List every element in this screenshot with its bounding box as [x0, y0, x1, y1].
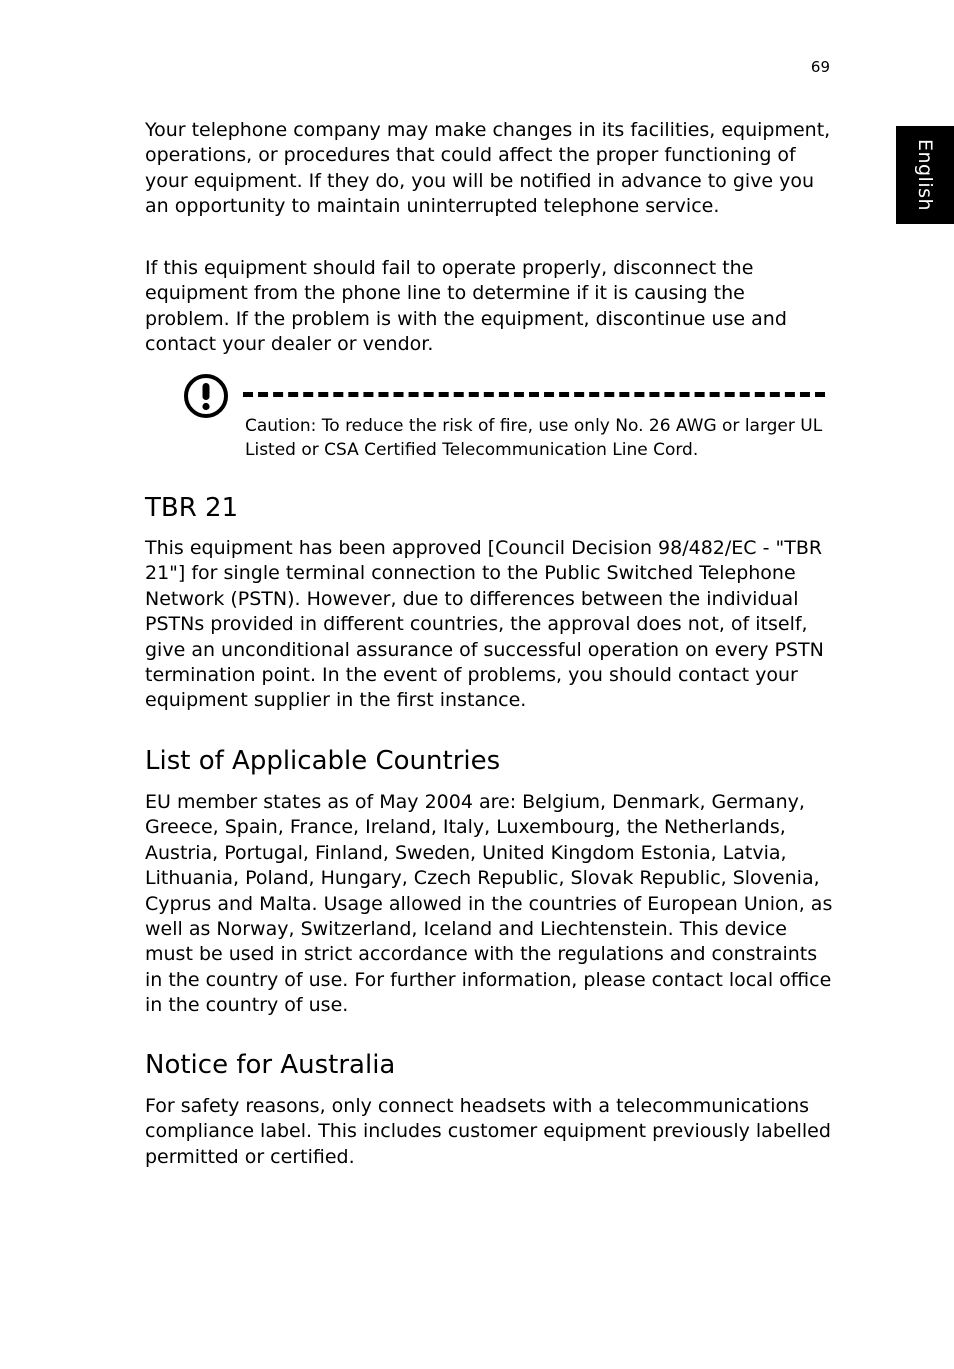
caution-text: To reduce the risk of fire, use only No. 26 AWG or larger UL Listed or CSA Certified Telecommunication Line Cord. — [245, 416, 823, 460]
intro-paragraph-2: If this equipment should fail to operate properly, disconnect the equipment from the phone line to determine if it is causing the problem. If the problem is with the equipment, discontinue use and contact your dealer or vendor. — [145, 257, 787, 356]
heading-tbr-21: TBR 21 — [145, 493, 239, 523]
page-number: 69 — [810, 58, 830, 76]
language-tab-label: English — [914, 138, 937, 212]
caution-note — [245, 414, 825, 462]
applicable-countries-paragraph: EU member states as of May 2004 are: Belgium, Denmark, Germany, Greece, Spain, France, Ireland, Italy, Luxembourg, the Netherlands, Austria, Portugal, Finland, Sweden, United Kingdom Estonia, Latvia, Lithuania, Poland, Hungary, Czech Republic, Slovak Republic, Slovenia, Cyprus and Malta. Usage allowed in the countries of European Union, as well as Norway, Switzerland, Iceland and Liechtenstein. This device must be used in strict accordance with the regulations and constraints in the country of use. For further information, please contact local office in the country of use. — [145, 791, 833, 1017]
notice-australia-paragraph: For safety reasons, only connect headsets with a telecommunications compliance label. This includes customer equipment previously labelled permitted or certified. — [145, 1095, 831, 1168]
caution-divider — [243, 392, 825, 397]
tbr-21-paragraph: This equipment has been approved [Council Decision 98/482/EC - "TBR 21"] for single terminal connection to the Public Switched Telephone Network (PSTN). However, due to differences between the individual PSTNs provided in different countries, the approval does not, of itself, give an unconditional assurance of successful operation on every PSTN termination point. In the event of problems, you should contact your equipment supplier in the first instance. — [145, 537, 824, 712]
heading-applicable-countries: List of Applicable Countries — [145, 746, 501, 776]
intro-paragraph-1: Your telephone company may make changes in its facilities, equipment, operations, or procedures that could affect the proper functioning of your equipment. If they do, you will be notified in advance to give you an opportunity to maintain uninterrupted telephone service. — [145, 119, 831, 218]
heading-notice-australia: Notice for Australia — [145, 1050, 396, 1080]
caution-label: Caution: — [245, 416, 317, 436]
language-tab — [896, 126, 954, 224]
exclamation-circle-icon — [183, 373, 229, 419]
